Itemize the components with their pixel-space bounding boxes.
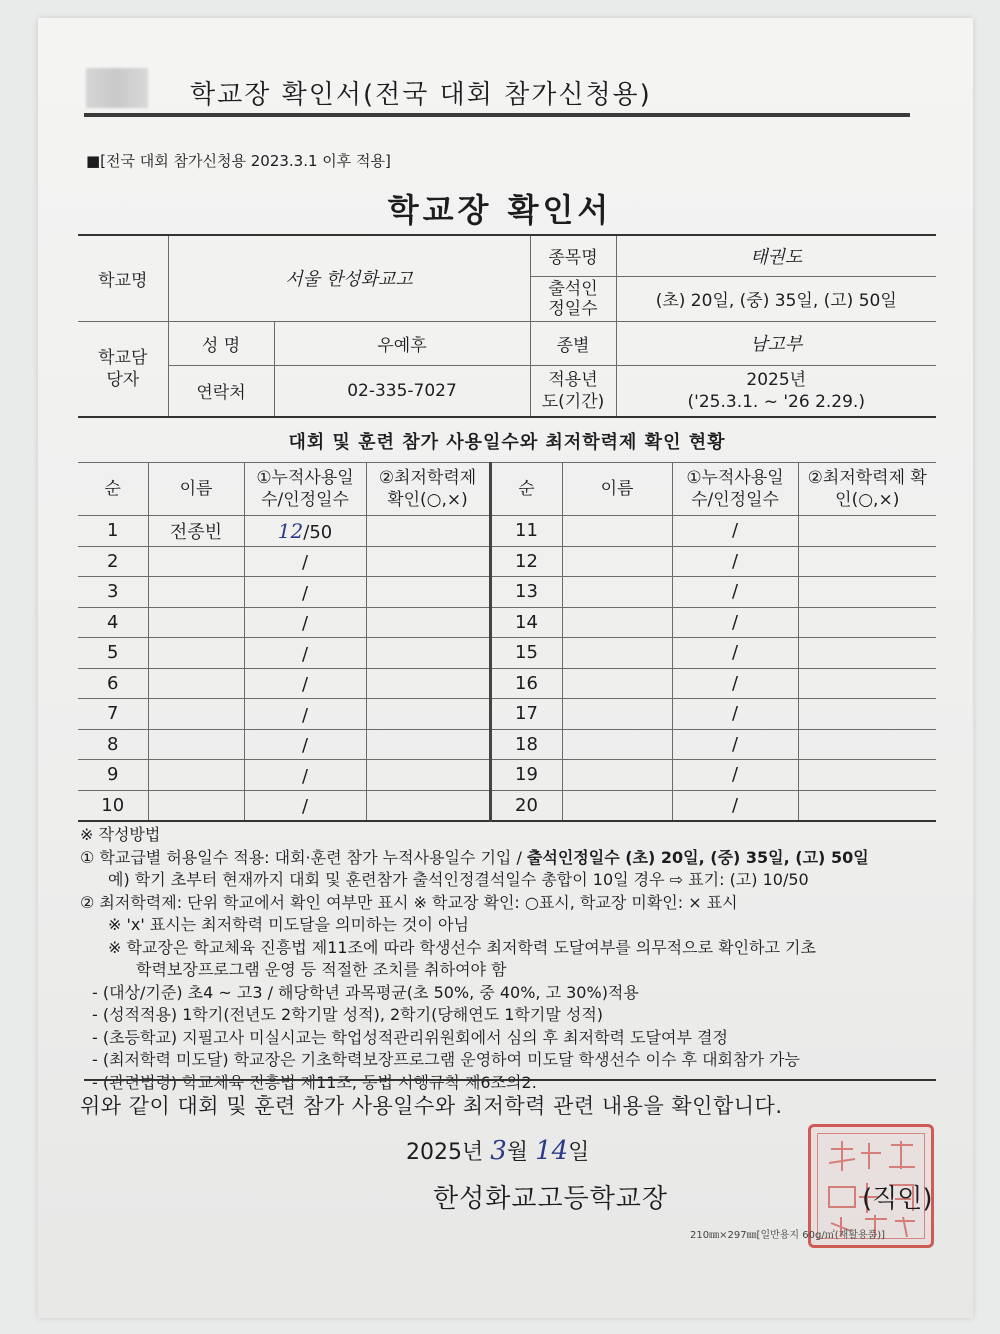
detail-target: - (대상/기준) 초4 ~ 고3 / 해당학년 과목평균(초 50%, 중 40%, 고 30%)적용 [92, 982, 639, 1002]
detail-grades: - (성적적용) 1학기(전년도 2학기말 성적), 2학기(당해연도 1학기말 성적) [92, 1005, 604, 1024]
header-name: 이름 [148, 463, 244, 516]
row-number: 17 [490, 699, 562, 730]
row-name-input[interactable] [148, 699, 244, 730]
row-days-input[interactable] [244, 668, 366, 699]
event-value: 태권도 [616, 235, 936, 276]
date-day-unit: 일 [568, 1140, 590, 1165]
row-academic-input[interactable] [366, 607, 490, 638]
row-days-input[interactable]: / [672, 668, 798, 699]
school-name-label: 학교명 [78, 235, 168, 321]
row-academic-input[interactable] [798, 577, 936, 608]
row-academic-input[interactable] [366, 729, 490, 760]
school-name-value: 서울 한성화교고 [168, 235, 530, 321]
row-days-input[interactable]: / [672, 577, 798, 608]
paper-size-note: 210㎜×297㎜[일반용지 60g/㎡(재활용품)] [690, 1230, 886, 1241]
year-cell [616, 365, 936, 417]
row-days-input[interactable] [244, 546, 366, 577]
row-days-input[interactable] [244, 577, 366, 608]
row-name-input[interactable] [148, 729, 244, 760]
table-row [78, 546, 936, 577]
row-days-input[interactable] [244, 607, 366, 638]
days-separator: / [301, 796, 309, 818]
row-number: 2 [78, 546, 148, 577]
row-academic-input[interactable] [366, 668, 490, 699]
row-number: 15 [490, 638, 562, 669]
school-info-table [78, 234, 936, 418]
instruction-2-note-b: ※ 학교장은 학교체육 진흥법 제11조에 따라 학생선수 최저학력 도달여부를 의무적으로 확인하고 기초 [108, 937, 816, 957]
contact-value: 02-335-7027 [274, 365, 530, 417]
row-academic-input[interactable] [798, 668, 936, 699]
header-no-right: 순 [490, 463, 562, 516]
redacted-stamp [86, 68, 148, 108]
row-academic-input[interactable] [798, 546, 936, 577]
row-number: 4 [78, 607, 148, 638]
detail-law: - (관련법령) 학교체육 진흥법 제11조, 동법 시행규칙 제6조의2. [92, 1072, 537, 1092]
row-number: 10 [78, 790, 148, 821]
row-number: 11 [490, 516, 562, 547]
row-name-input[interactable] [148, 638, 244, 669]
confirmation-statement: 위와 같이 대회 및 훈련 참가 사용일수와 최저학력 관련 내용을 확인합니다. [80, 1094, 783, 1118]
status-section-title: 대회 및 훈련 참가 사용일수와 최저학력제 확인 현황 [288, 432, 726, 453]
total-days: 50 [309, 521, 333, 543]
name-label: 성 명 [168, 321, 274, 365]
row-days-input[interactable] [244, 790, 366, 821]
row-name-input[interactable] [148, 790, 244, 821]
row-academic-input[interactable] [798, 516, 936, 547]
table-row [78, 699, 936, 730]
header-name-right: 이름 [562, 463, 672, 516]
row-academic-input[interactable] [798, 607, 936, 638]
table-row [78, 729, 936, 760]
date-month-unit: 월 [506, 1140, 529, 1165]
row-academic-input[interactable] [366, 638, 490, 669]
attendance-label: 출석인정일수 [530, 276, 616, 321]
table-row [78, 577, 936, 608]
row-academic-input[interactable] [366, 699, 490, 730]
instruction-1 [80, 847, 940, 870]
instruction-1-text: ① 학교급별 허용일수 적용: 대회·훈련 참가 누적사용일수 기입 / [80, 847, 527, 867]
year-label: 적용년도(기간) [530, 365, 616, 417]
row-days-input[interactable]: / [672, 638, 798, 669]
header-divider [84, 113, 910, 117]
row-academic-input[interactable] [366, 577, 490, 608]
document-header: 학교장 확인서(전국 대회 참가신청용) [190, 80, 652, 110]
days-separator: / [301, 674, 309, 696]
category-value: 남고부 [616, 321, 936, 365]
row-days-input[interactable]: / [672, 760, 798, 791]
row-number: 19 [490, 760, 562, 791]
used-days-handwritten: 12 [277, 518, 304, 543]
header-days-right: ①누적사용일수/인정일수 [672, 463, 798, 516]
manager-label: 학교담당자 [78, 321, 168, 417]
row-academic-input[interactable] [366, 760, 490, 791]
row-number: 7 [78, 699, 148, 730]
days-separator: / [301, 582, 309, 604]
instruction-2-note-a: ※ 'x' 표시는 최저학력 미도달을 의미하는 것이 아님 [108, 915, 469, 934]
table-row [78, 668, 936, 699]
row-name-input[interactable] [148, 668, 244, 699]
row-name-input[interactable] [148, 577, 244, 608]
instructions [80, 824, 940, 1094]
row-academic-input[interactable] [798, 790, 936, 821]
row-name-input[interactable] [562, 516, 672, 547]
row-number: 3 [78, 577, 148, 608]
days-separator: / [301, 552, 309, 574]
seal-label: (직인) [862, 1184, 933, 1214]
header-academic-right: ②최저학력제 확인(○,×) [798, 463, 936, 516]
contact-label: 연락처 [168, 365, 274, 417]
header-days: ①누적사용일수/인정일수 [244, 463, 366, 516]
row-name-input[interactable]: 전종빈 [148, 516, 244, 547]
row-days-input[interactable]: / [672, 546, 798, 577]
row-number: 13 [490, 577, 562, 608]
date-day: 14 [535, 1136, 569, 1166]
table-row [78, 607, 936, 638]
period-value: ('25.3.1. ~ '26 2.29.) [687, 391, 865, 412]
row-name-input[interactable] [562, 760, 672, 791]
table-row [78, 516, 936, 547]
table-row [78, 638, 936, 669]
days-separator: / [303, 521, 310, 543]
days-separator: / [301, 735, 309, 757]
row-days-input[interactable] [244, 516, 366, 547]
days-separator: / [301, 704, 309, 726]
row-days-input[interactable]: / [672, 516, 798, 547]
instruction-1-bold: 출석인정일수 (초) 20일, (중) 35일, (고) 50일 [526, 847, 869, 867]
row-name-input[interactable] [148, 760, 244, 791]
row-number: 1 [78, 516, 148, 547]
row-academic-input[interactable] [366, 516, 490, 547]
row-days-input[interactable]: / [672, 699, 798, 730]
year-value: 2025년 [746, 369, 807, 390]
detail-below-minimum: - (최저학력 미도달) 학교장은 기초학력보장프로그램 운영하여 미도달 학생선수 이수 후 대회참가 가능 [92, 1050, 800, 1069]
row-number: 14 [490, 607, 562, 638]
instruction-2-note-b-cont: 학력보장프로그램 운영 등 적절한 조치를 취하여야 함 [136, 960, 507, 979]
row-number: 12 [490, 546, 562, 577]
row-academic-input[interactable] [798, 699, 936, 730]
row-academic-input[interactable] [798, 760, 936, 791]
row-number: 16 [490, 668, 562, 699]
form-version-note: ■[전국 대회 참가신청용 2023.3.1 이후 적용] [86, 152, 391, 170]
page-title: 학교장 확인서 [387, 191, 613, 229]
row-name-input[interactable] [562, 577, 672, 608]
row-days-input[interactable] [244, 638, 366, 669]
days-separator: / [301, 613, 309, 635]
row-days-input[interactable] [244, 729, 366, 760]
row-days-input[interactable] [244, 699, 366, 730]
row-days-input[interactable]: / [672, 607, 798, 638]
row-number: 9 [78, 760, 148, 791]
row-academic-input[interactable] [798, 638, 936, 669]
row-number: 8 [78, 729, 148, 760]
instructions-heading: ※ 작성방법 [80, 825, 161, 844]
instruction-1-example: 예) 학기 초부터 현재까지 대회 및 훈련참가 출석인정결석일수 총합이 10일 경우 ⇨ 표기: (고) 10/50 [108, 870, 809, 889]
row-days-input[interactable]: / [672, 729, 798, 760]
row-name-input[interactable] [562, 729, 672, 760]
row-number: 18 [490, 729, 562, 760]
row-academic-input[interactable] [366, 790, 490, 821]
row-number: 5 [78, 638, 148, 669]
row-academic-input[interactable] [798, 729, 936, 760]
attendance-value: (초) 20일, (중) 35일, (고) 50일 [616, 276, 936, 321]
header-no: 순 [78, 463, 148, 516]
principal-name: 한성화교고등학교장 [433, 1184, 669, 1214]
participation-status-table [78, 462, 936, 822]
row-days-input[interactable] [244, 760, 366, 791]
confirm-divider [84, 1079, 936, 1081]
event-label: 종목명 [530, 235, 616, 276]
days-separator: / [301, 765, 309, 787]
row-name-input[interactable] [148, 607, 244, 638]
header-academic: ②최저학력제 확인(○,×) [366, 463, 490, 516]
days-separator: / [301, 643, 309, 665]
row-name-input[interactable] [562, 607, 672, 638]
category-label: 종별 [530, 321, 616, 365]
row-name-input[interactable] [562, 546, 672, 577]
row-name-input[interactable] [148, 546, 244, 577]
row-days-input[interactable]: / [672, 790, 798, 821]
detail-elementary: - (초등학교) 지필고사 미실시교는 학업성적관리위원회에서 심의 후 최저학력 도달여부 결정 [92, 1027, 728, 1047]
row-number: 20 [490, 790, 562, 821]
date-month: 3 [490, 1136, 507, 1166]
row-name-input[interactable] [562, 668, 672, 699]
row-name-input[interactable] [562, 790, 672, 821]
name-value: 우예후 [274, 321, 530, 365]
signing-date [406, 1135, 589, 1166]
row-number: 6 [78, 668, 148, 699]
instruction-2: ② 최저학력제: 단위 학교에서 확인 여부만 표시 ※ 학교장 확인: ○표시, 학교장 미확인: × 표시 [80, 892, 738, 912]
row-name-input[interactable] [562, 699, 672, 730]
row-academic-input[interactable] [366, 546, 490, 577]
table-row [78, 760, 936, 791]
date-year: 2025년 [406, 1140, 484, 1165]
row-name-input[interactable] [562, 638, 672, 669]
table-row [78, 790, 936, 821]
